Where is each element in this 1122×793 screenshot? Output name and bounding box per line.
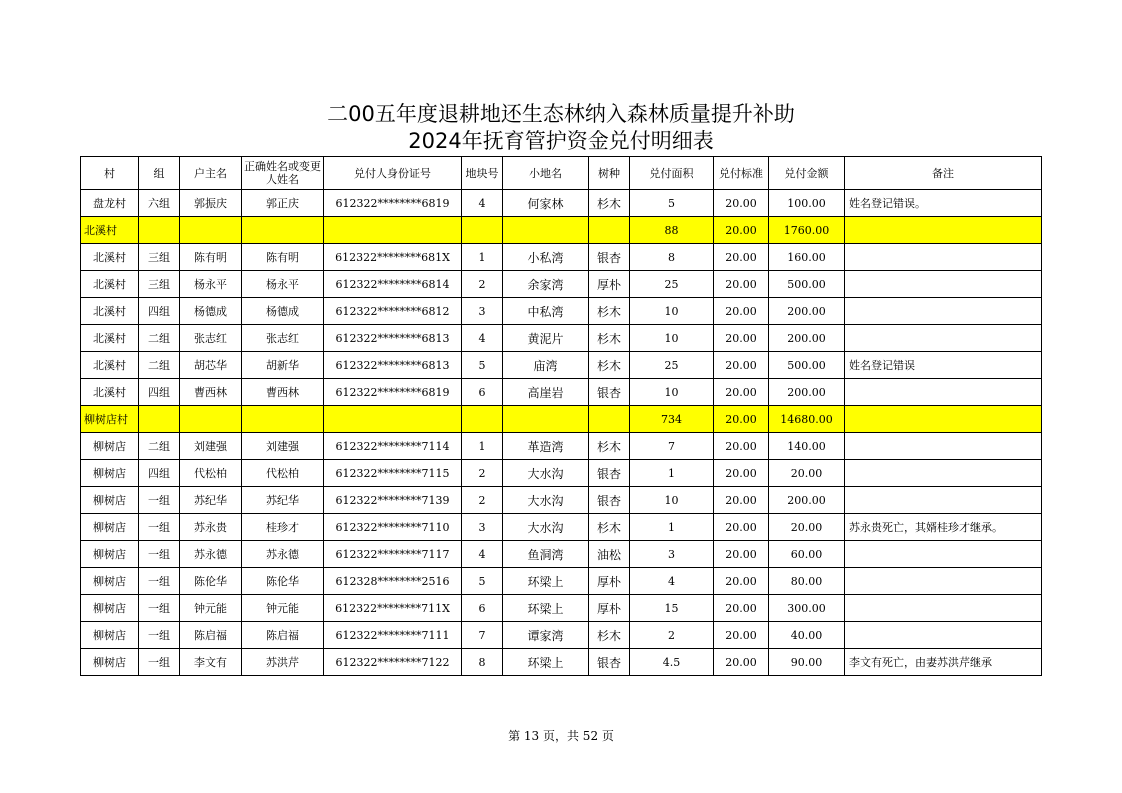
cell-tree: 银杏 <box>589 460 630 487</box>
cell-note: 李文有死亡，由妻苏洪芹继承 <box>845 649 1042 676</box>
cell-correct-name: 陈启福 <box>242 622 324 649</box>
cell-tree: 厚朴 <box>589 595 630 622</box>
cell-standard: 20.00 <box>714 271 769 298</box>
cell-plot-no <box>462 406 503 433</box>
cell-standard: 20.00 <box>714 649 769 676</box>
cell-place: 环梁上 <box>503 595 589 622</box>
cell-tree: 杉木 <box>589 190 630 217</box>
cell-tree <box>589 217 630 244</box>
cell-group: 二组 <box>139 352 180 379</box>
cell-area: 88 <box>630 217 714 244</box>
cell-plot-no: 4 <box>462 325 503 352</box>
payment-table <box>80 156 1042 676</box>
cell-area: 5 <box>630 190 714 217</box>
header-village: 村 <box>81 157 139 190</box>
cell-area: 4.5 <box>630 649 714 676</box>
cell-owner <box>180 217 242 244</box>
title-line-1: 二00五年度退耕地还生态林纳入森林质量提升补助 <box>327 102 795 126</box>
cell-group: 四组 <box>139 379 180 406</box>
cell-plot-no: 8 <box>462 649 503 676</box>
cell-plot-no: 2 <box>462 460 503 487</box>
cell-standard: 20.00 <box>714 595 769 622</box>
table-row <box>81 460 1042 487</box>
cell-village: 柳树店 <box>81 622 139 649</box>
summary-row <box>81 406 1042 433</box>
cell-note: 姓名登记错误。 <box>845 190 1042 217</box>
cell-place: 黄泥片 <box>503 325 589 352</box>
cell-place: 鱼洞湾 <box>503 541 589 568</box>
cell-village: 北溪村 <box>81 217 139 244</box>
cell-group: 三组 <box>139 244 180 271</box>
table-row <box>81 595 1042 622</box>
cell-tree: 杉木 <box>589 298 630 325</box>
cell-note <box>845 568 1042 595</box>
cell-village: 北溪村 <box>81 298 139 325</box>
cell-amount: 200.00 <box>769 379 845 406</box>
cell-place: 小私湾 <box>503 244 589 271</box>
cell-group: 一组 <box>139 514 180 541</box>
cell-correct-name: 陈伦华 <box>242 568 324 595</box>
cell-group: 六组 <box>139 190 180 217</box>
cell-owner: 陈伦华 <box>180 568 242 595</box>
table-row <box>81 325 1042 352</box>
cell-area: 3 <box>630 541 714 568</box>
cell-owner: 曹西林 <box>180 379 242 406</box>
header-place: 小地名 <box>503 157 589 190</box>
cell-area: 2 <box>630 622 714 649</box>
cell-place: 高崖岩 <box>503 379 589 406</box>
header-owner: 户主名 <box>180 157 242 190</box>
table-row <box>81 271 1042 298</box>
cell-tree: 银杏 <box>589 487 630 514</box>
cell-group <box>139 406 180 433</box>
cell-tree: 银杏 <box>589 244 630 271</box>
cell-correct-name: 钟元能 <box>242 595 324 622</box>
cell-note: 苏永贵死亡，其婿桂珍才继承。 <box>845 514 1042 541</box>
cell-amount: 160.00 <box>769 244 845 271</box>
cell-amount: 14680.00 <box>769 406 845 433</box>
cell-tree: 银杏 <box>589 649 630 676</box>
cell-group: 一组 <box>139 568 180 595</box>
cell-amount: 1760.00 <box>769 217 845 244</box>
cell-id-number: 612322********6819 <box>324 379 462 406</box>
cell-standard: 20.00 <box>714 379 769 406</box>
table-row <box>81 244 1042 271</box>
cell-amount: 200.00 <box>769 298 845 325</box>
cell-owner: 钟元能 <box>180 595 242 622</box>
cell-plot-no: 2 <box>462 271 503 298</box>
cell-plot-no: 4 <box>462 190 503 217</box>
cell-place: 革造湾 <box>503 433 589 460</box>
cell-plot-no: 6 <box>462 595 503 622</box>
cell-area: 7 <box>630 433 714 460</box>
cell-correct-name: 代松柏 <box>242 460 324 487</box>
cell-village: 北溪村 <box>81 271 139 298</box>
cell-village: 柳树店 <box>81 541 139 568</box>
cell-note <box>845 217 1042 244</box>
cell-owner: 杨德成 <box>180 298 242 325</box>
cell-area: 25 <box>630 352 714 379</box>
cell-tree: 油松 <box>589 541 630 568</box>
cell-id-number: 612322********7110 <box>324 514 462 541</box>
cell-place: 庙湾 <box>503 352 589 379</box>
table-row <box>81 514 1042 541</box>
cell-standard: 20.00 <box>714 244 769 271</box>
cell-id-number: 612322********7117 <box>324 541 462 568</box>
cell-village: 盘龙村 <box>81 190 139 217</box>
cell-owner: 苏纪华 <box>180 487 242 514</box>
table-row <box>81 487 1042 514</box>
cell-correct-name: 杨永平 <box>242 271 324 298</box>
cell-group: 一组 <box>139 649 180 676</box>
table-row <box>81 649 1042 676</box>
cell-group <box>139 217 180 244</box>
cell-place: 环梁上 <box>503 568 589 595</box>
cell-owner: 陈有明 <box>180 244 242 271</box>
cell-id-number: 612322********7111 <box>324 622 462 649</box>
cell-plot-no <box>462 217 503 244</box>
cell-id-number: 612322********6813 <box>324 325 462 352</box>
cell-standard: 20.00 <box>714 568 769 595</box>
cell-area: 10 <box>630 487 714 514</box>
cell-plot-no: 5 <box>462 568 503 595</box>
cell-area: 10 <box>630 325 714 352</box>
cell-amount: 100.00 <box>769 190 845 217</box>
cell-note <box>845 622 1042 649</box>
table-row <box>81 622 1042 649</box>
cell-amount: 20.00 <box>769 460 845 487</box>
cell-area: 25 <box>630 271 714 298</box>
cell-village: 柳树店村 <box>81 406 139 433</box>
cell-area: 1 <box>630 460 714 487</box>
cell-place: 大水沟 <box>503 487 589 514</box>
cell-plot-no: 3 <box>462 514 503 541</box>
cell-owner: 李文有 <box>180 649 242 676</box>
cell-owner: 郭振庆 <box>180 190 242 217</box>
cell-standard: 20.00 <box>714 622 769 649</box>
cell-correct-name: 刘建强 <box>242 433 324 460</box>
cell-note <box>845 541 1042 568</box>
cell-place: 中私湾 <box>503 298 589 325</box>
table-row <box>81 352 1042 379</box>
cell-place <box>503 406 589 433</box>
cell-tree <box>589 406 630 433</box>
header-plot-no: 地块号 <box>462 157 503 190</box>
cell-id-number: 612328********2516 <box>324 568 462 595</box>
cell-amount: 90.00 <box>769 649 845 676</box>
cell-plot-no: 1 <box>462 244 503 271</box>
cell-id-number: 612322********681X <box>324 244 462 271</box>
cell-correct-name: 苏永德 <box>242 541 324 568</box>
cell-village: 柳树店 <box>81 595 139 622</box>
cell-amount: 60.00 <box>769 541 845 568</box>
cell-standard: 20.00 <box>714 352 769 379</box>
cell-note <box>845 298 1042 325</box>
header-group: 组 <box>139 157 180 190</box>
cell-tree: 厚朴 <box>589 271 630 298</box>
cell-id-number: 612322********6819 <box>324 190 462 217</box>
cell-amount: 80.00 <box>769 568 845 595</box>
cell-area: 15 <box>630 595 714 622</box>
cell-village: 北溪村 <box>81 379 139 406</box>
cell-correct-name: 苏纪华 <box>242 487 324 514</box>
cell-group: 一组 <box>139 541 180 568</box>
cell-owner: 苏永德 <box>180 541 242 568</box>
cell-note <box>845 406 1042 433</box>
cell-village: 北溪村 <box>81 352 139 379</box>
cell-owner: 陈启福 <box>180 622 242 649</box>
cell-owner: 胡芯华 <box>180 352 242 379</box>
table-row <box>81 568 1042 595</box>
cell-standard: 20.00 <box>714 460 769 487</box>
cell-amount: 300.00 <box>769 595 845 622</box>
cell-group: 一组 <box>139 622 180 649</box>
cell-village: 柳树店 <box>81 487 139 514</box>
cell-tree: 杉木 <box>589 325 630 352</box>
cell-amount: 40.00 <box>769 622 845 649</box>
cell-tree: 杉木 <box>589 514 630 541</box>
table-row <box>81 190 1042 217</box>
cell-standard: 20.00 <box>714 217 769 244</box>
cell-note <box>845 433 1042 460</box>
cell-area: 4 <box>630 568 714 595</box>
cell-tree: 杉木 <box>589 433 630 460</box>
cell-id-number: 612322********7115 <box>324 460 462 487</box>
header-note: 备注 <box>845 157 1042 190</box>
cell-place: 余家湾 <box>503 271 589 298</box>
cell-id-number: 612322********711X <box>324 595 462 622</box>
cell-place <box>503 217 589 244</box>
cell-owner: 张志红 <box>180 325 242 352</box>
cell-note <box>845 379 1042 406</box>
cell-tree: 厚朴 <box>589 568 630 595</box>
cell-id-number: 612322********6813 <box>324 352 462 379</box>
cell-amount: 200.00 <box>769 487 845 514</box>
cell-correct-name <box>242 406 324 433</box>
cell-owner <box>180 406 242 433</box>
table-row <box>81 298 1042 325</box>
cell-owner: 代松柏 <box>180 460 242 487</box>
cell-id-number: 612322********7114 <box>324 433 462 460</box>
cell-area: 1 <box>630 514 714 541</box>
cell-standard: 20.00 <box>714 298 769 325</box>
cell-area: 734 <box>630 406 714 433</box>
cell-note <box>845 244 1042 271</box>
cell-amount: 500.00 <box>769 271 845 298</box>
cell-standard: 20.00 <box>714 541 769 568</box>
header-area: 兑付面积 <box>630 157 714 190</box>
cell-correct-name: 陈有明 <box>242 244 324 271</box>
cell-village: 柳树店 <box>81 460 139 487</box>
cell-standard: 20.00 <box>714 325 769 352</box>
cell-village: 柳树店 <box>81 649 139 676</box>
cell-id-number <box>324 406 462 433</box>
cell-owner: 杨永平 <box>180 271 242 298</box>
cell-note <box>845 487 1042 514</box>
cell-group: 三组 <box>139 271 180 298</box>
cell-village: 柳树店 <box>81 568 139 595</box>
cell-group: 四组 <box>139 460 180 487</box>
cell-plot-no: 4 <box>462 541 503 568</box>
cell-correct-name: 苏洪芹 <box>242 649 324 676</box>
cell-tree: 杉木 <box>589 622 630 649</box>
cell-group: 二组 <box>139 433 180 460</box>
cell-correct-name <box>242 217 324 244</box>
cell-amount: 200.00 <box>769 325 845 352</box>
cell-village: 柳树店 <box>81 514 139 541</box>
cell-correct-name: 胡新华 <box>242 352 324 379</box>
cell-plot-no: 6 <box>462 379 503 406</box>
cell-group: 一组 <box>139 595 180 622</box>
cell-plot-no: 5 <box>462 352 503 379</box>
cell-village: 北溪村 <box>81 244 139 271</box>
title-line-2: 2024年抚育管护资金兑付明细表 <box>408 129 714 153</box>
cell-place: 谭家湾 <box>503 622 589 649</box>
cell-place: 大水沟 <box>503 514 589 541</box>
header-standard: 兑付标准 <box>714 157 769 190</box>
page-footer: 第 13 页，共 52 页 <box>508 729 614 743</box>
cell-correct-name: 曹西林 <box>242 379 324 406</box>
cell-amount: 140.00 <box>769 433 845 460</box>
cell-standard: 20.00 <box>714 406 769 433</box>
table-row <box>81 433 1042 460</box>
table-row <box>81 541 1042 568</box>
header-correct-name: 正确姓名或变更人姓名 <box>242 157 324 190</box>
table-body <box>81 190 1042 676</box>
header-row <box>81 157 1042 190</box>
cell-place: 环梁上 <box>503 649 589 676</box>
cell-plot-no: 2 <box>462 487 503 514</box>
cell-note <box>845 325 1042 352</box>
cell-owner: 苏永贵 <box>180 514 242 541</box>
cell-correct-name: 张志红 <box>242 325 324 352</box>
header-id-number: 兑付人身份证号 <box>324 157 462 190</box>
cell-note <box>845 460 1042 487</box>
cell-note: 姓名登记错误 <box>845 352 1042 379</box>
cell-plot-no: 1 <box>462 433 503 460</box>
cell-amount: 20.00 <box>769 514 845 541</box>
cell-note <box>845 271 1042 298</box>
cell-correct-name: 桂珍才 <box>242 514 324 541</box>
cell-place: 大水沟 <box>503 460 589 487</box>
cell-group: 二组 <box>139 325 180 352</box>
cell-id-number <box>324 217 462 244</box>
cell-standard: 20.00 <box>714 487 769 514</box>
cell-group: 四组 <box>139 298 180 325</box>
cell-owner: 刘建强 <box>180 433 242 460</box>
cell-area: 10 <box>630 379 714 406</box>
cell-tree: 银杏 <box>589 379 630 406</box>
cell-area: 10 <box>630 298 714 325</box>
cell-correct-name: 杨德成 <box>242 298 324 325</box>
cell-plot-no: 3 <box>462 298 503 325</box>
table-row <box>81 379 1042 406</box>
cell-place: 何家林 <box>503 190 589 217</box>
cell-id-number: 612322********7139 <box>324 487 462 514</box>
cell-plot-no: 7 <box>462 622 503 649</box>
cell-tree: 杉木 <box>589 352 630 379</box>
cell-standard: 20.00 <box>714 514 769 541</box>
header-amount: 兑付金额 <box>769 157 845 190</box>
summary-row <box>81 217 1042 244</box>
cell-village: 北溪村 <box>81 325 139 352</box>
cell-standard: 20.00 <box>714 190 769 217</box>
cell-note <box>845 595 1042 622</box>
cell-group: 一组 <box>139 487 180 514</box>
cell-id-number: 612322********7122 <box>324 649 462 676</box>
cell-id-number: 612322********6814 <box>324 271 462 298</box>
cell-id-number: 612322********6812 <box>324 298 462 325</box>
cell-correct-name: 郭正庆 <box>242 190 324 217</box>
cell-village: 柳树店 <box>81 433 139 460</box>
header-tree: 树种 <box>589 157 630 190</box>
cell-amount: 500.00 <box>769 352 845 379</box>
cell-standard: 20.00 <box>714 433 769 460</box>
cell-area: 8 <box>630 244 714 271</box>
